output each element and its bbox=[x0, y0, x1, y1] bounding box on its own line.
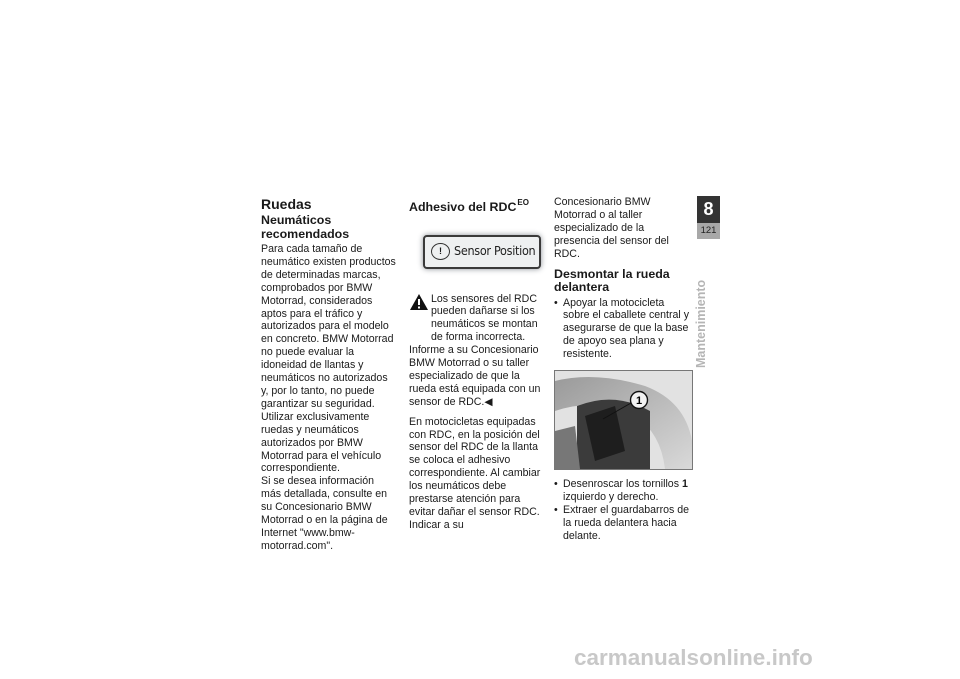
warning-notice bbox=[409, 293, 546, 345]
eo-superscript: EO bbox=[517, 198, 529, 207]
paragraph: Utilizar exclusivamente ruedas y neumáticos autorizados por BMW Motorrad para el vehículo correspondiente. bbox=[261, 410, 382, 475]
front-fender-photo bbox=[554, 370, 693, 470]
paragraph: Para cada tamaño de neumático existen productos de determinadas marcas, comprobados por BMW Motorrad, considerados aptos para el tráfico y autorizados para el modelo en concreto. BMW Motorrad no puede evaluar la idoneidad de llantas y neumáticos no autorizados y, por lo tanto, no puede garantizar su seguridad. bbox=[261, 243, 396, 410]
subsection-title: Desmontar la rueda delantera bbox=[554, 266, 670, 295]
chapter-title-vertical: Mantenimiento bbox=[694, 279, 708, 368]
chapter-tab bbox=[697, 196, 720, 239]
warning-text-continued: Informe a su Concesionario BMW Motorrad o su taller especializado de que la rueda está equipada con un sensor de RDC.◀ bbox=[409, 344, 541, 408]
page-number: 121 bbox=[700, 225, 717, 236]
column-1 bbox=[261, 196, 397, 553]
paragraph: Concesionario BMW Motorrad o al taller especializado de la presencia del sensor del RDC. bbox=[554, 196, 669, 260]
paragraph: En motocicletas equipadas con RDC, en la posición del sensor del RDC de la llanta se coloca el adhesivo correspondiente. Al cambiar los neumáticos debe prestarse atención para evitar dañar el sensor RDC. Indicar a su bbox=[409, 415, 541, 531]
paragraph: Si se desea información más detallada, consulte en su Concesionario BMW Motorrad o en la página de Internet "www.bmw-motorrad.com". bbox=[261, 475, 388, 552]
watermark: carmanualsonline.info bbox=[574, 645, 813, 670]
sensor-position-label bbox=[423, 235, 541, 269]
list-item: • Extraer el guardabarros de la rueda delantera hacia delante. bbox=[554, 503, 690, 542]
subsection-title: Neumáticos recomendados bbox=[261, 213, 350, 241]
photo-callout-number: 1 bbox=[635, 395, 643, 408]
section-title: Ruedas bbox=[261, 196, 312, 212]
warning-text: Los sensores del RDC pueden dañarse si los neumáticos se montan de forma incorrecta. bbox=[431, 292, 538, 344]
list-item: • Desenroscar los tornillos 1 izquierdo y derecho. bbox=[554, 478, 688, 503]
column-2 bbox=[409, 196, 546, 532]
rdc-sticker-title: Adhesivo del $RDC^{EO}$ bbox=[409, 198, 529, 214]
sensor-position-sticker-image bbox=[417, 229, 545, 275]
chapter-number: 8 bbox=[697, 196, 720, 223]
warning-triangle-icon bbox=[409, 293, 431, 345]
warning-circle-icon: ! bbox=[431, 243, 450, 260]
sensor-label-text: Sensor Position bbox=[454, 243, 536, 259]
column-3 bbox=[554, 196, 690, 543]
list-item: • Apoyar la motocicleta sobre el caballete central y asegurarse de que la base de apoyo sea plana y resistente. bbox=[554, 296, 690, 361]
